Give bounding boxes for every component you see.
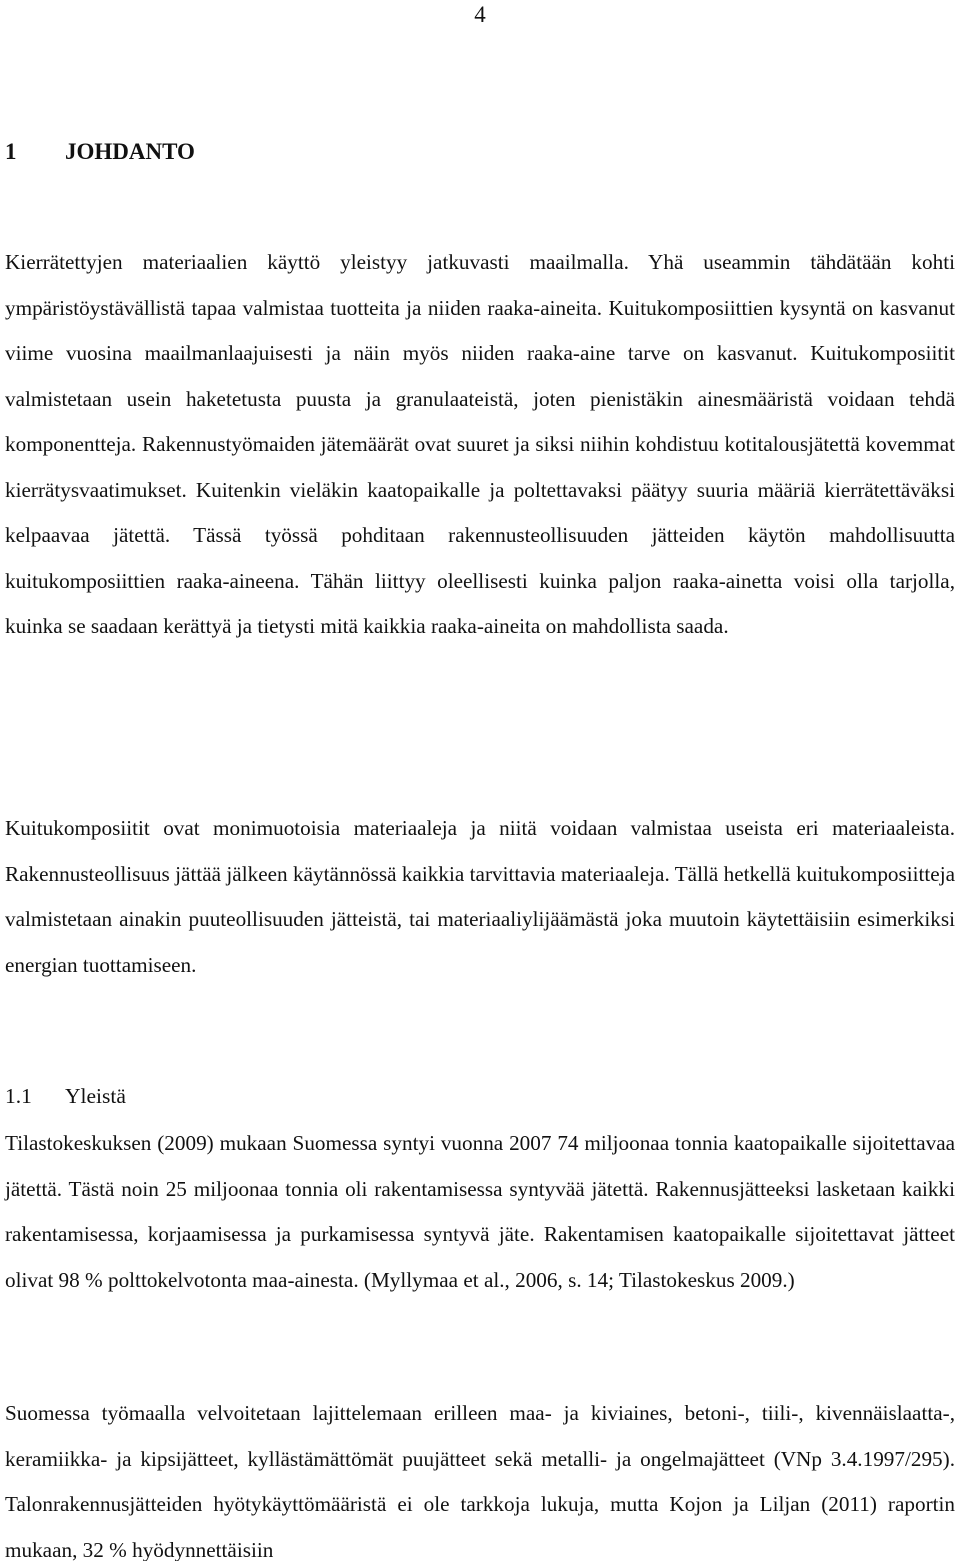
page-number: 4: [474, 2, 486, 27]
paragraph-statistics: Tilastokeskuksen (2009) mukaan Suomessa syntyi vuonna 2007 74 miljoonaa tonnia kaatopaikalle sijoitettavaa jätettä. Tästä noin 25 miljoonaa tonnia oli rakentamisessa syntyvää jätettä. Rakennusjätteeksi lasketaan kaikki rakentamisessa, korjaamisessa ja purkamisessa syntyvä jäte. Rakentamisen kaatopaikalle sijoitettavat jätteet olivat 98 % polttokelvotonta maa-ainesta. (Myllymaa et al., 2006, s. 14; Tilastokeskus 2009.): [5, 1131, 955, 1292]
section-heading: [5, 1081, 126, 1111]
chapter-heading: [5, 137, 195, 167]
paragraph-intro: Kierrätettyjen materiaalien käyttö yleistyy jatkuvasti maailmalla. Yhä useammin tähdätään kohti ympäristöystävällistä tapaa valmistaa tuotteita ja niiden raaka-aineita. Kuitukomposiittien kysyntä on kasvanut viime vuosina maailmanlaajuisesti ja näin myös niiden raaka-aine tarve on kasvanut. Kuitukomposiitit valmistetaan usein haketetusta puusta ja granulaateistä, joten pienistäkin ainesmääristä voidaan tehdä komponentteja. Rakennustyömaiden jätemäärät ovat suuret ja siksi niihin kohdistuu kotitalousjätettä kovemmat kierrätysvaatimukset. Kuitenkin vieläkin kaatopaikalle ja poltettavaksi päätyy suuria määriä kierrätettäväksi kelpaavaa jätettä. Tässä työssä pohditaan rakennusteollisuuden jätteiden käytön mahdollisuutta kuitukomposiittien raaka-aineena. Tähän liittyy oleellisesti kuinka paljon raaka-ainetta voisi olla tarjolla, kuinka se saadaan kerättyä ja tietysti mitä kaikkia raaka-aineita on mahdollista saada.: [5, 250, 955, 638]
section-title: Yleistä: [65, 1084, 126, 1108]
section-number: 1.1: [5, 1084, 32, 1108]
paragraph-sorting: Suomessa työmaalla velvoitetaan lajittelemaan erilleen maa- ja kiviaines, betoni-, tiili-, kivennäislaatta-, keramiikka- ja kipsijätteet, kyllästämättömät puujätteet sekä metalli- ja ongelmajätteet (VNp 3.4.1997/295). Talonrakennusjätteiden hyötykäyttömääristä ei ole tarkkoja lukuja, mutta Kojon ja Liljan (2011) raportin mukaan, 32 % hyödynnettäisiin: [5, 1401, 955, 1561]
paragraph-composites: Kuitukomposiitit ovat monimuotoisia materiaaleja ja niitä voidaan valmistaa useista eri materiaaleista. Rakennusteollisuus jättää jälkeen käytännössä kaikkia tarvittavia materiaaleja. Tällä hetkellä kuitukomposiitteja valmistetaan ainakin puuteollisuuden jätteistä, tai materiaaliylijäämästä joka muutoin käytettäisiin esimerkiksi energian tuottamiseen.: [5, 816, 955, 977]
chapter-title: JOHDANTO: [65, 139, 195, 164]
chapter-number: 1: [5, 139, 17, 164]
